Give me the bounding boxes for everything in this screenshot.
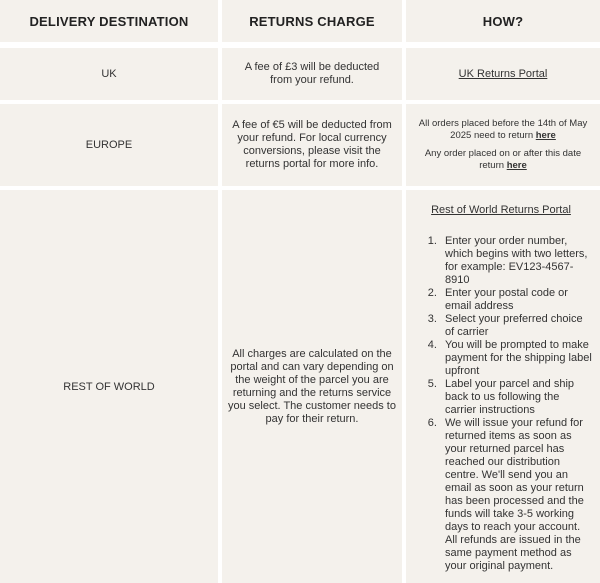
list-item: 5. Label your parcel and ship back to us following the carrier instructions — [440, 378, 592, 417]
row-europe-how — [406, 104, 600, 186]
list-item: 4. You will be prompted to make payment for the shipping label upfront — [440, 339, 592, 378]
return-steps-list — [410, 235, 592, 573]
list-item: 1. Enter your order number, which begins with two letters, for example: EV123-4567-8910 — [440, 235, 592, 287]
europe-after-here-link[interactable]: here — [506, 160, 527, 171]
row-rest-destination: REST OF WORLD — [0, 190, 218, 583]
header-charge: RETURNS CHARGE — [222, 0, 402, 42]
europe-before-here-link[interactable]: here — [535, 130, 556, 141]
row-uk-destination: UK — [0, 48, 218, 100]
row-rest-charge: All charges are calculated on the portal and can vary depending on the weight of the parcel you are returning and the returns service you select. The customer needs to pay for their return. — [222, 190, 402, 583]
uk-returns-portal-link[interactable]: UK Returns Portal — [458, 67, 548, 80]
row-europe-destination: EUROPE — [0, 104, 218, 186]
rest-of-world-portal-link[interactable]: Rest of World Returns Portal — [431, 204, 571, 216]
row-uk-charge: A fee of £3 will be deducted from your refund. — [222, 48, 402, 100]
row-rest-how — [406, 190, 600, 583]
header-destination: DELIVERY DESTINATION — [0, 0, 218, 42]
europe-note-after: Any order placed on or after this date return here — [424, 148, 582, 171]
list-item: 2. Enter your postal code or email address — [440, 287, 592, 313]
list-item: 3. Select your preferred choice of carrier — [440, 313, 592, 339]
europe-note-before: All orders placed before the 14th of May 2025 need to return here — [418, 118, 588, 141]
header-how: HOW? — [406, 0, 600, 42]
list-item: 6. We will issue your refund for returned items as soon as your returned parcel has reached our distribution centre. We'll send you an email as soon as your return has been processed and the funds will take 3-5 working days to reach your account. All refunds are issued in the same payment method as your original payment. — [440, 417, 592, 573]
row-uk-how — [406, 48, 600, 100]
row-europe-charge: A fee of €5 will be deducted from your refund. For local currency conversions, please visit the returns portal for more info. — [222, 104, 402, 186]
